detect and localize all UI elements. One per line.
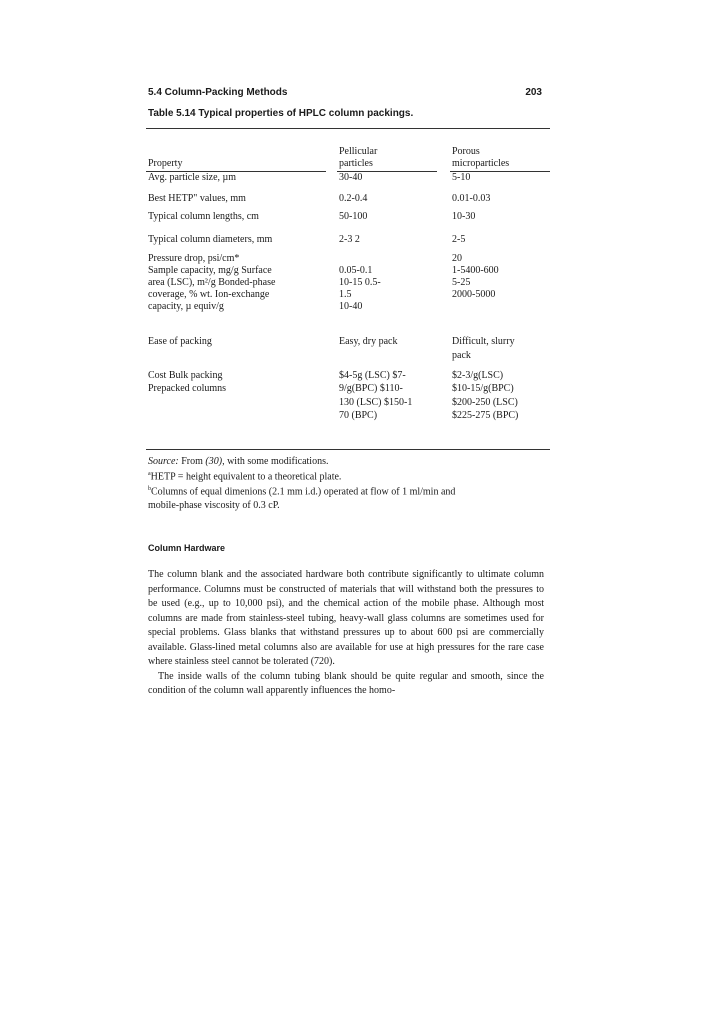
table-cell: Typical column diameters, mm — [148, 234, 273, 245]
page-number: 203 — [525, 87, 542, 98]
footnote-mark-b: b — [148, 486, 151, 493]
table-cell: Avg. particle size, µm — [148, 172, 237, 183]
table-cell: coverage, % wt. Ion-exchange — [148, 289, 270, 300]
footnote-b-text-line1: Columns of equal dimenions (2.1 mm i.d.) operated at flow of 1 ml/min and — [151, 486, 456, 498]
source-note — [148, 455, 455, 468]
table-cell: Sample capacity, mg/g Surface — [148, 265, 272, 276]
footnote-mark-a: a — [148, 471, 151, 477]
table-cell: Pressure drop, psi/cm* — [148, 253, 240, 264]
table-cell: 10-15 0.5- — [339, 277, 381, 288]
table-cell: 0.05-0.1 — [339, 265, 373, 276]
table-cell: $225-275 (BPC) — [452, 410, 519, 421]
source-tail: with some modifications. — [224, 456, 329, 467]
table-caption: Table 5.14 Typical properties of HPLC column packings. — [148, 108, 414, 119]
table-cell: Best HETP" values, mm — [148, 193, 246, 204]
footnote-a — [148, 468, 455, 483]
table-notes — [148, 455, 455, 512]
table-cell: Ease of packing — [148, 336, 212, 347]
paragraph: The inside walls of the column tubing blank should be quite regular and smooth, since the condition of the column wall apparently influences the homo- — [148, 670, 544, 696]
table-cell: 0.01-0.03 — [452, 193, 491, 204]
source-label: Source: — [148, 456, 179, 467]
running-head — [148, 87, 542, 98]
section-title: 5.4 Column-Packing Methods — [148, 87, 288, 98]
table-cell: 20 — [452, 253, 462, 264]
footnote-b-line2: mobile-phase viscosity of 0.3 cP. — [148, 499, 280, 511]
table-cell: $4-5g (LSC) $7- — [339, 370, 406, 381]
table-cell: 5-10 — [452, 172, 471, 183]
table-cell: 10-30 — [452, 211, 476, 222]
col-header-pellicular: Pellicular — [339, 146, 378, 157]
table-cell: 0.2-0.4 — [339, 193, 368, 204]
source-reference: (30), — [205, 456, 225, 467]
table-cell: pack — [452, 350, 471, 361]
table-cell: Prepacked columns — [148, 383, 227, 394]
paragraph: The column blank and the associated hardware both contribute significantly to ultimate column performance. Columns must be constructed of materials that will withstand both the pressures to be used (e.g., up to 10,000 psi), and the chemical action of the mobile phase. Although most columns are made from stainless-steel tubing, heavy-wall glass columns are sometimes used for special problems. Glass blanks that withstand pressures up to about 600 psi are commercially available. Glass-lined metal columns also are available for use at high pressures for the rare case where stainless steel cannot be tolerated (720). — [148, 569, 544, 667]
table-cell: 1-5400-600 — [452, 265, 499, 276]
table-cell: Cost Bulk packing — [148, 370, 223, 381]
table-cell: Typical column lengths, cm — [148, 211, 259, 222]
table-cell: 5-25 — [452, 277, 471, 288]
footnote-a-text: HETP = height equivalent to a theoretical plate. — [150, 471, 342, 483]
table-cell: area (LSC), m²/g Bonded-phase — [148, 277, 276, 288]
table-cell: $10-15/g(BPC) — [452, 383, 514, 394]
footnote-b — [148, 483, 455, 498]
col-header-property: Property — [148, 158, 183, 169]
col-header-particles: particles — [339, 158, 373, 169]
table-bottom-rule — [146, 449, 550, 450]
table-cell: Difficult, slurry — [452, 336, 515, 347]
table-cell: 130 (LSC) $150-1 — [339, 397, 413, 408]
table-cell: 30-40 — [339, 172, 363, 183]
table-cell: Easy, dry pack — [339, 336, 398, 347]
table-cell: 70 (BPC) — [339, 410, 378, 421]
col-header-microparticles: microparticles — [452, 158, 510, 169]
table-cell: 2-3 2 — [339, 234, 360, 245]
table-cell: $2-3/g(LSC) — [452, 370, 504, 381]
table-cell: 1.5 — [339, 289, 352, 300]
table-cell: 9/g(BPC) $110- — [339, 383, 403, 394]
table-cell: 50-100 — [339, 211, 368, 222]
table-top-rule — [146, 128, 550, 129]
table-cell: 10-40 — [339, 301, 363, 312]
table-cell: 2000-5000 — [452, 289, 496, 300]
section-heading: Column Hardware — [148, 543, 226, 553]
table-cell: $200-250 (LSC) — [452, 397, 518, 408]
source-text: From — [178, 456, 206, 467]
table-cell: 2-5 — [452, 234, 466, 245]
col-header-porous: Porous — [452, 146, 480, 157]
body-text — [148, 568, 544, 699]
table-cell: capacity, µ equiv/g — [148, 301, 224, 312]
